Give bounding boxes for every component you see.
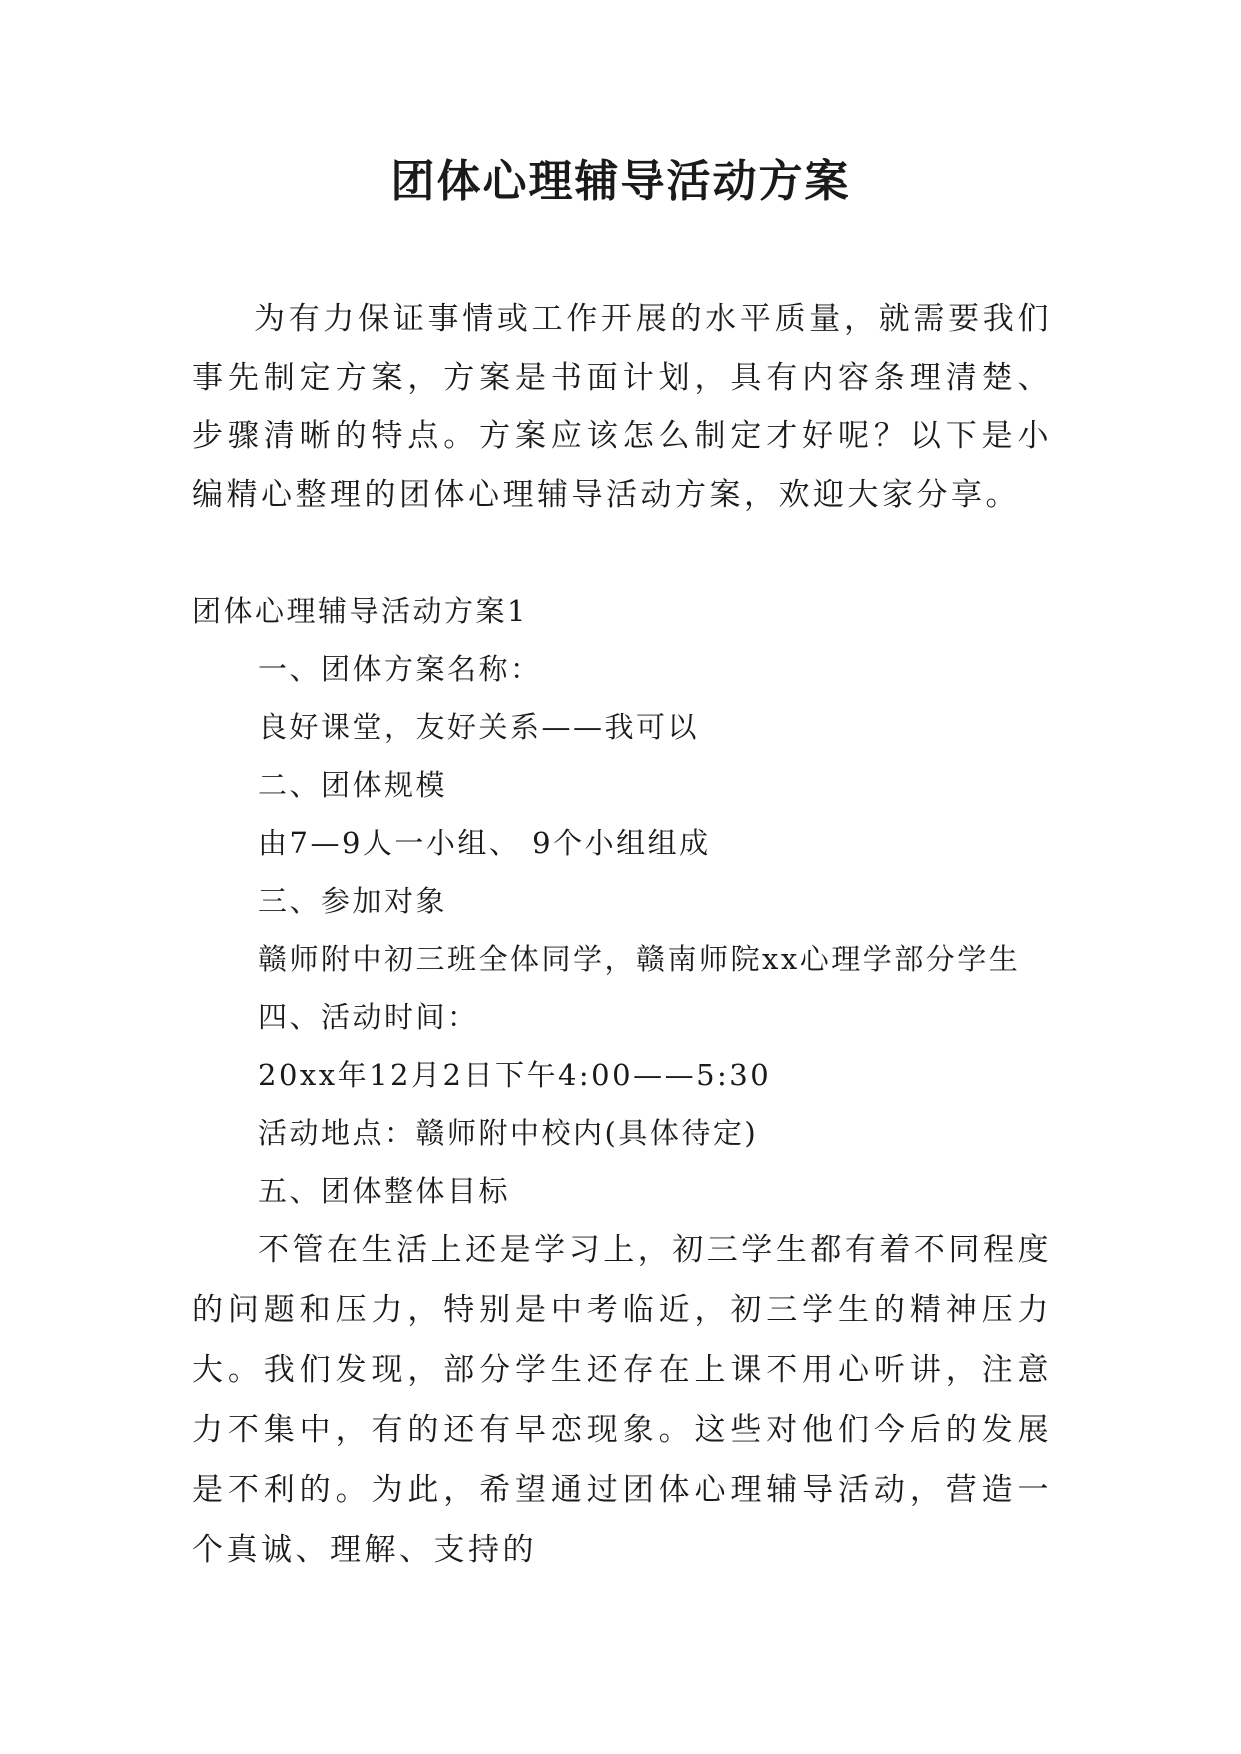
- intro-paragraph: 为有力保证事情或工作开展的水平质量，就需要我们事先制定方案，方案是书面计划，具有内容条理清楚、步骤清晰的特点。方案应该怎么制定才好呢？以下是小编精心整理的团体心理辅导活动方案，欢迎大家分享。: [192, 301, 1052, 513]
- scale-heading: 二、团体规模: [258, 768, 448, 802]
- time-value: 20xx年12月2日下午4:00——5:30: [258, 1058, 772, 1092]
- plan-body: [192, 582, 1052, 1580]
- intro-section: [192, 290, 1052, 524]
- target-heading: 三、参加对象: [258, 884, 448, 918]
- scale-value: 由7—9人一小组、 9个小组组成: [258, 826, 711, 860]
- location-line: 活动地点：赣师附中校内(具体待定): [258, 1116, 759, 1150]
- document-title: 团体心理辅导活动方案: [390, 156, 851, 207]
- goal-paragraph: 不管在生活上还是学习上，初三学生都有着不同程度的问题和压力，特别是中考临近，初三学生的精神压力大。我们发现，部分学生还存在上课不用心听讲，注意力不集中，有的还有早恋现象。这些对他们今后的发展是不利的。为此，希望通过团体心理辅导活动，营造一个真诚、理解、支持的: [192, 1232, 1052, 1568]
- section-heading: 团体心理辅导活动方案1: [192, 594, 528, 628]
- time-heading: 四、活动时间：: [258, 1000, 479, 1034]
- target-value: 赣师附中初三班全体同学，赣南师院xx心理学部分学生: [258, 942, 1021, 976]
- goal-heading: 五、团体整体目标: [258, 1174, 511, 1208]
- name-value: 良好课堂，友好关系——我可以: [258, 710, 700, 744]
- name-heading: 一、团体方案名称：: [258, 652, 542, 686]
